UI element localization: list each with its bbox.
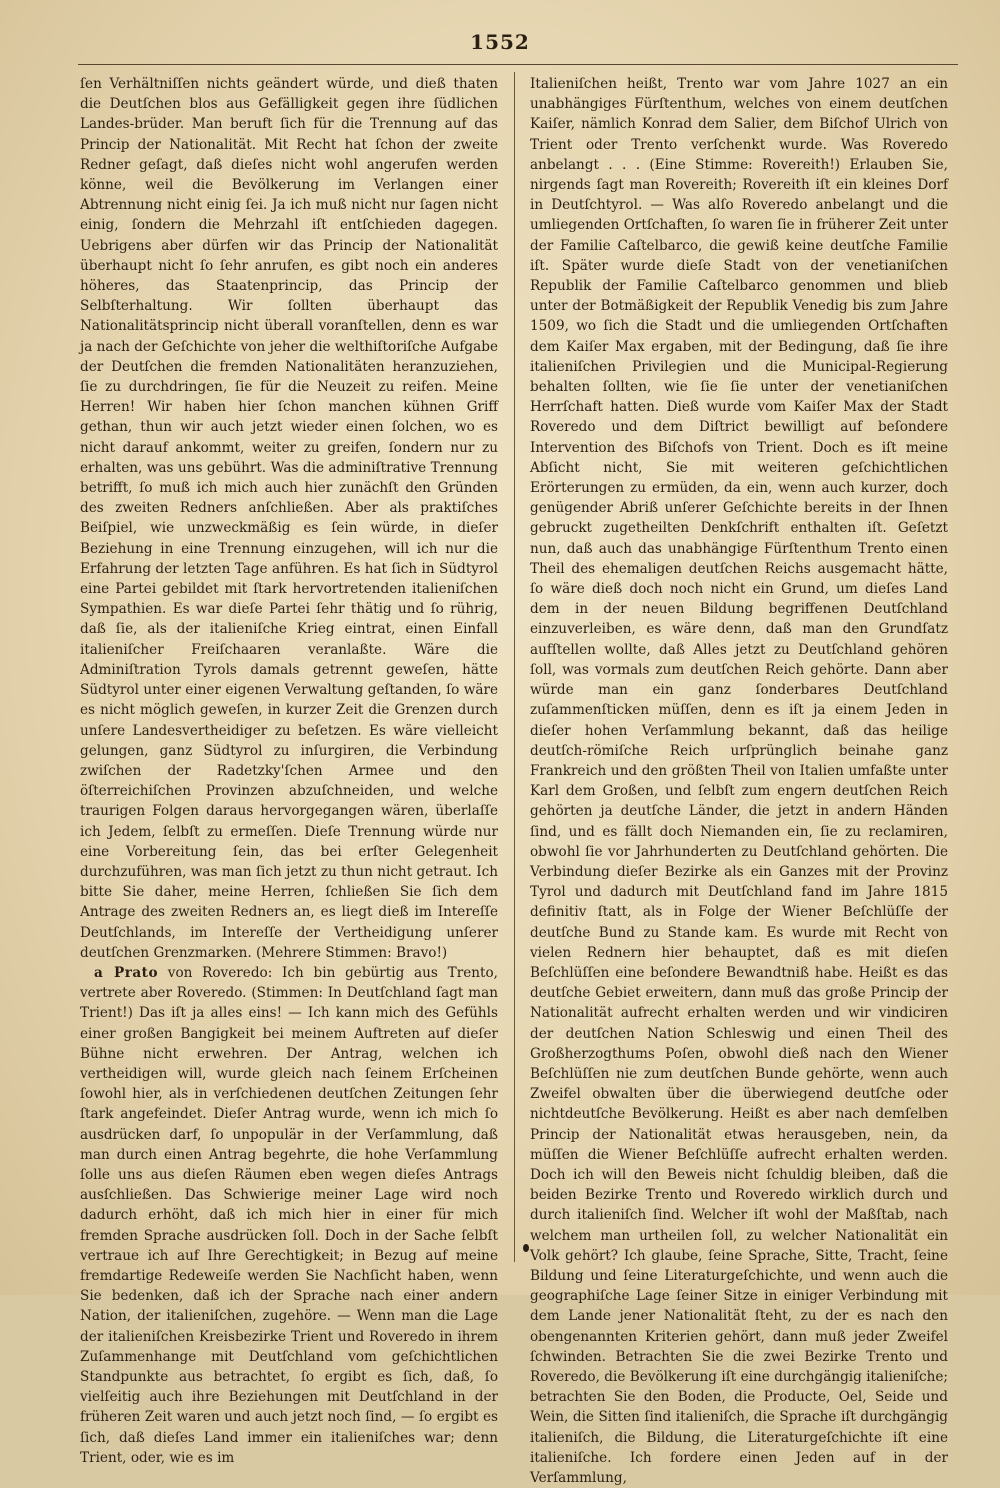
left-column <box>80 74 498 1466</box>
left-paragraph-2 <box>80 963 498 1468</box>
header-rule <box>78 64 958 65</box>
speech-text: von Roveredo: Ich bin gebürtig aus Trento, vertrete aber Roveredo. (Stimmen: In Deutſchland ſagt man Trient!) Das iſt ja alles eins! — Ich kann mich des Gefühls einer großen Bangigkeit bei meinem Auftreten auf dieſer Bühne nicht erwehren. Der Antrag, welchen ich vertheidigen will, wurde gleich nach ſeinem Erſcheinen ſowohl hier, als in verſchiedenen deutſchen Zeitungen ſehr ſtark angefeindet. Dieſer Antrag wurde, wenn ich mich ſo ausdrücken darf, ſo unpopulär in der Verſammlung, daß man durch einen Antrag begehrte, die hohe Verſammlung ſolle uns aus dieſen Räumen eben wegen dieſes Antrags ausſchließen. Das Schwierige meiner Lage wird noch dadurch erhöht, daß ich mich hier in einer für mich fremden Sprache ausdrücken ſoll. Doch in der Sache ſelbſt vertraue ich auf Ihre Gerechtigkeit; in Bezug auf meine fremdartige Redeweiſe werden Sie Nachſicht haben, wenn Sie bedenken, daß ich der Sprache nach einer andern Nation, der italieniſchen, zugehöre. — Wenn man die Lage der italieniſchen Kreisbezirke Trient und Roveredo in ihrem Zuſammenhange mit Deutſchland vom geſchichtlichen Standpunkte aus betrachtet, ſo ergibt es ſich, daß, ſo vielſeitig auch ihre Beziehungen mit Deutſchland in der früheren Zeit waren und auch jetzt noch ſind, — ſo ergibt es ſich, daß dieſes Land immer ein italieniſches war; denn Trient, oder, wie es im <box>80 964 498 1466</box>
right-column <box>530 74 948 1487</box>
right-paragraph-1: Italieniſchen heißt, Trento war vom Jahre 1027 an ein unabhängiges Fürſtenthum, welches von einem deutſchen Kaiſer, nämlich Konrad dem Salier, dem Biſchof Ulrich von Trient oder Trento verſchenkt wurde. Was Roveredo anbelangt . . . (Eine Stimme: Rovereith!) Erlauben Sie, nirgends ſagt man Rovereith; Rovereith iſt ein kleines Dorf in Deutſchtyrol. — Was alſo Roveredo anbelangt und die umliegenden Ortſchaften, ſo waren ſie in früherer Zeit unter der Familie Caſtelbarco, die gewiß keine deutſche Familie iſt. Später wurde dieſe Stadt von der venetianiſchen Republik der Familie Caſtelbarco genommen und blieb unter der Botmäßigkeit der Republik Venedig bis zum Jahre 1509, wo ſich die Stadt und die umliegenden Ortſchaften dem Kaiſer Max ergaben, mit der Bedingung, daß ſie ihre italieniſchen Privilegien und die Municipal-Regierung behalten ſollten, wie ſie ſie unter der venetianiſchen Herrſchaft hatten. Dieß wurde vom Kaiſer Max der Stadt Roveredo und dem Diſtrict bewilligt auf beſondere Intervention des Biſchofs von Trient. Doch es iſt meine Abſicht nicht, Sie mit weiteren geſchichtlichen Erörterungen zu ermüden, da ein, wenn auch kurzer, doch genügender Abriß unſerer Geſchichte bereits in der Ihnen gebruckt zugetheilten Denkſchrift enthalten iſt. Geſetzt nun, daß auch das unabhängige Fürſtenthum Trento einen Theil des ehemaligen deutſchen Reichs ausgemacht hätte, ſo wäre dieß doch noch nicht ein Grund, um dieſes Land dem in der neuen Bildung begriffenen Deutſchland einzuverleiben, es wäre denn, daß man den Grundſatz aufſtellen wollte, daß Alles jetzt zu Deutſchland gehören ſoll, was vormals zum deutſchen Reich gehörte. Dann aber würde man ein ganz ſonderbares Deutſchland zuſammenſticken müſſen, denn es iſt ja einem Jeden in dieſer hohen Verſammlung bekannt, daß das heilige deutſch-römiſche Reich urſprünglich beinahe ganz Frankreich und den größten Theil von Italien umfaßte unter Karl dem Großen, und ſelbſt zum engern deutſchen Reich gehörten ja deutſche Länder, die jetzt in andern Händen ſind, und es fällt doch Niemanden ein, ſie zu reclamiren, obwohl ſie vor Jahrhunderten zu Deutſchland gehörten. Die Verbindung dieſer Bezirke als ein Ganzes mit der Provinz Tyrol und dadurch mit Deutſchland fand im Jahre 1815 definitiv ſtatt, als in Folge der Wiener Beſchlüſſe der deutſche Bund zu Stande kam. Es wurde mit Recht von vielen Rednern hier behauptet, daß es mit dieſen Beſchlüſſen eine beſondere Bewandtniß habe. Heißt es das deutſche Gebiet erweitern, dann muß das große Princip der Nationalität aufrecht erhalten werden und wir vindiciren der deutſchen Nation Schleswig und einen Theil des Großherzogthums Poſen, obwohl dieß nach den Wiener Beſchlüſſen nie zum deutſchen Bunde gehörte, wenn auch Zweifel obwalten über die überwiegend deutſche oder nichtdeutſche Bevölkerung. Heißt es aber nach demſelben Princip der Nationalität etwas herausgeben, nein, da müſſen die Wiener Beſchlüſſe aufrecht erhalten werden. Doch ich will den Beweis nicht ſchuldig bleiben, daß die beiden Bezirke Trento und Roveredo wirklich durch und durch italieniſch ſind. Welcher iſt wohl der Maßſtab, nach welchem man urtheilen ſoll, zu welcher Nationalität ein Volk gehört? Ich glaube, ſeine Sprache, Sitte, Tracht, ſeine Bildung und ſeine Literaturgeſchichte, und wenn auch die geographiſche Lage ſeiner Sitze in einiger Verbindung mit dem Lande jener Nationalität ſteht, zu der es nach den obengenannten Kriterien gehört, dann muß jeder Zweifel ſchwinden. Betrachten Sie die zwei Bezirke Trento und Roveredo, die Bevölkerung iſt eine durchgängig italieniſche; betrachten Sie den Boden, die Producte, Oel, Seide und Wein, die Sitten ſind italieniſch, die Sprache iſt durchgängig italieniſch, die Bildung, die Literaturgeſchichte iſt eine italieniſche. Ich fordere einen Jeden auf in der Verſammlung, <box>530 76 948 1487</box>
speaker-name: a Prato <box>94 964 159 981</box>
page-number: 1552 <box>470 30 530 54</box>
footer-dot <box>523 1244 529 1252</box>
left-paragraph-1: ſen Verhältniſſen nichts geändert würde, und dieß thaten die Deutſchen blos aus Gefälligkeit gegen ihre ſüdlichen Landes-brüder. Man beruft ſich für die Trennung auf das Princip der Nationalität. Mit Recht hat ſchon der zweite Redner geſagt, daß dieſes nicht wohl angerufen werden könne, weil die Bevölkerung im Verlangen einer Abtrennung nicht einig ſei. Ja ich muß nicht nur ſagen nicht einig, ſondern die Mehrzahl iſt entſchieden dagegen. Uebrigens aber dürfen wir das Princip der Nationalität überhaupt nicht ſo ſehr anrufen, es gibt noch ein anderes höheres, das Staatenprincip, das Princip der Selbſterhaltung. Wir ſollten überhaupt das Nationalitätsprincip nicht überall voranſtellen, denn es war ja nach der Geſchichte von jeher die welthiſtoriſche Aufgabe der Deutſchen die fremden Nationalitäten heranzuziehen, ſie zu durchdringen, ſie für die Neuzeit zu reifen. Meine Herren! Wir haben hier ſchon manchen kühnen Griff gethan, thun wir auch jetzt wieder einen ſolchen, wo es nicht darauf ankommt, weiter zu greifen, ſondern nur zu erhalten, was uns gebührt. Was die adminiſtrative Trennung betrifft, ſo muß ich mich auch hier zunächſt den Gründen des zweiten Redners anſchließen. Aber als praktiſches Beiſpiel, wie unzweckmäßig es ſein würde, in dieſer Beziehung in eine Trennung einzugehen, will ich nur die Erfahrung der letzten Tage anführen. Es hat ſich in Südtyrol eine Partei gebildet mit ſtark hervortretenden italieniſchen Sympathien. Es war dieſe Partei ſehr thätig und ſo rührig, daß ſie, als der italieniſche Krieg eintrat, einen Einfall italieniſcher Freiſchaaren veranlaßte. Wäre die Adminiſtration Tyrols damals getrennt geweſen, hätte Südtyrol unter einer eigenen Verwaltung geſtanden, ſo wäre es nicht möglich geweſen, in kurzer Zeit die Grenzen durch unſere Landesvertheidiger zu beſetzen. Es wäre vielleicht gelungen, ganz Südtyrol zu inſurgiren, die Verbindung zwiſchen der Radetzky'ſchen Armee und den öſterreichiſchen Provinzen abzuſchneiden, und welche traurigen Folgen daraus hervorgegangen wären, überlaſſe ich Jedem, ſelbſt zu ermeſſen. Dieſe Trennung würde nur eine Vorbereitung ſein, das bei erſter Gelegenheit durchzuführen, was man ſich jetzt zu thun nicht getraut. Ich bitte Sie daher, meine Herren, ſchließen Sie ſich dem Antrage des zweiten Redners an, es liegt dieß im Intereſſe Deutſchlands, im Intereſſe der Vertheidigung unſerer deutſchen Grenzmarken. (Mehrere Stimmen: Bravo!) <box>80 76 498 961</box>
column-divider <box>514 72 515 1262</box>
